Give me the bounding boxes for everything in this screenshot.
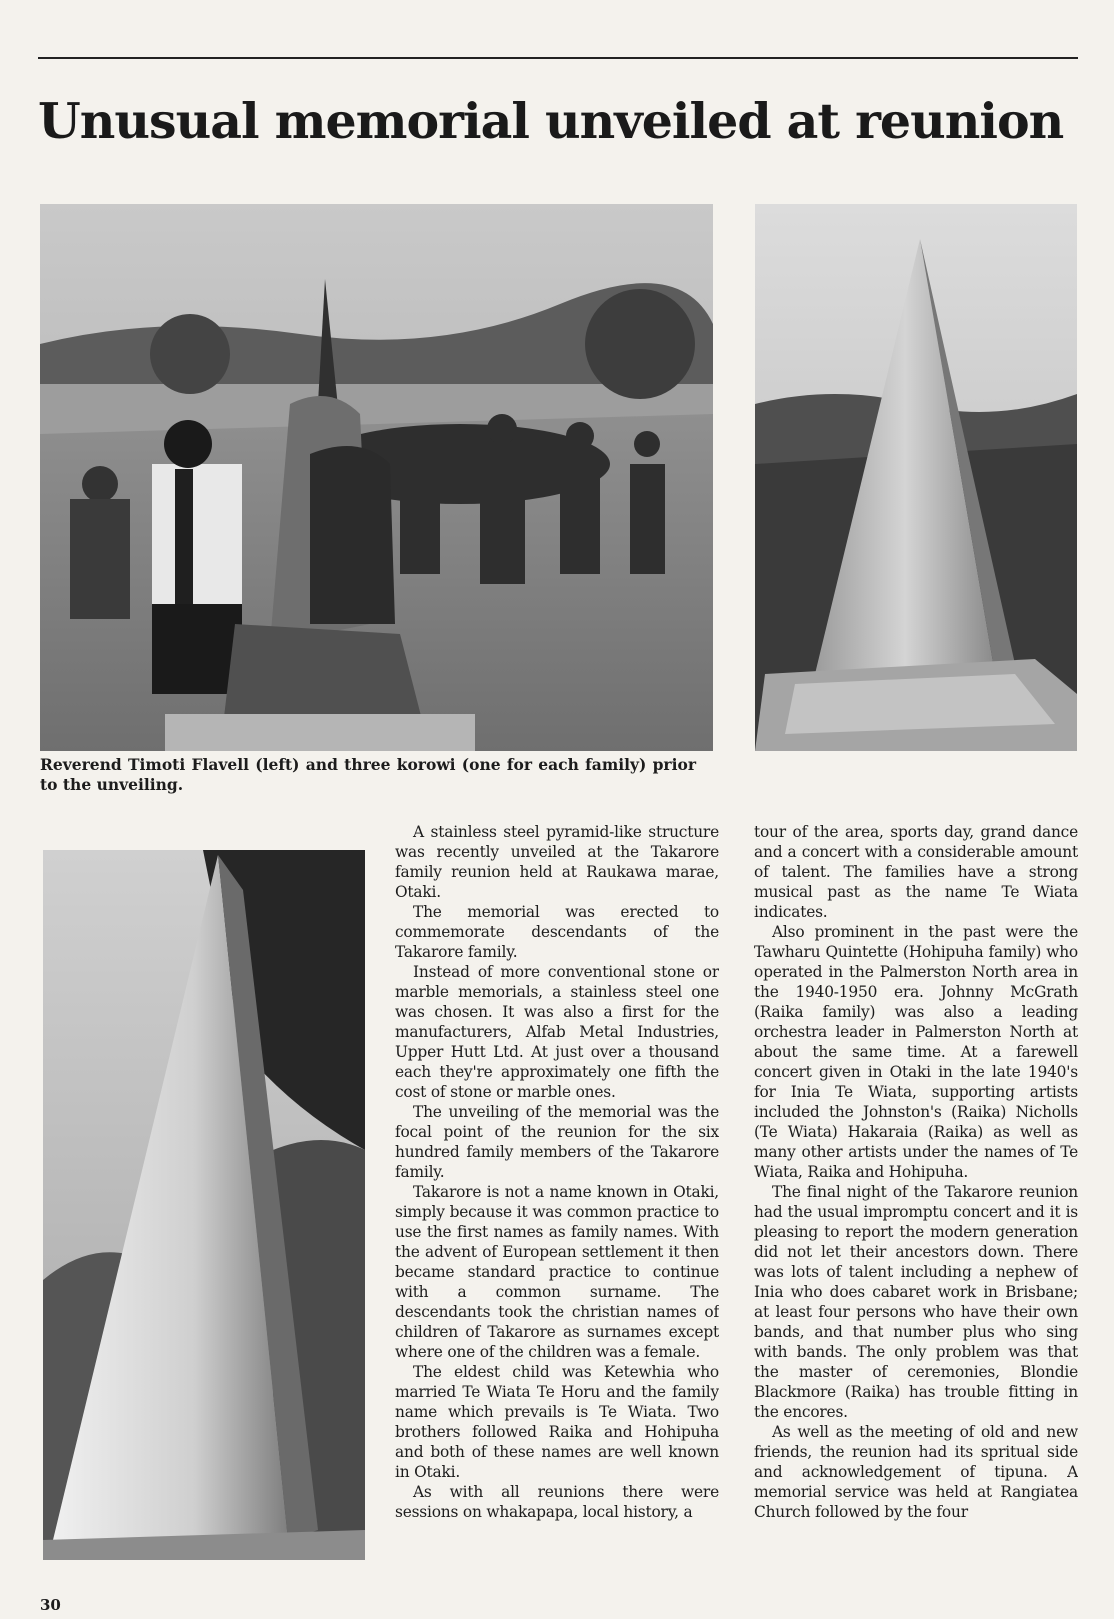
top-rule [38, 57, 1078, 59]
article-paragraph: A stainless steel pyramid-like structure was recently unveiled at the Takarore family reunion held at Raukawa marae, Otaki. [395, 823, 719, 901]
article-column-1 [395, 822, 719, 1562]
article-paragraph: tour of the area, sports day, grand dance and a concert with a considerable amount of talent. The families have a strong musical past as the name Te Wiata indicates. [754, 823, 1078, 921]
pyramid-photo [755, 204, 1077, 751]
pyramid-closeup-photo [43, 850, 365, 1560]
article-paragraph: As with all reunions there were sessions on whakapapa, local history, a [395, 1483, 719, 1521]
article-paragraph: The unveiling of the memorial was the focal point of the reunion for the six hundred family members of the Takarore family. [395, 1103, 719, 1181]
article-paragraph: The final night of the Takarore reunion had the usual impromptu concert and it is pleasing to report the modern generation did not let their ancestors down. There was lots of talent including a nephew of Inia who does cabaret work in Brisbane; at least four persons who have their own bands, and that number plus who sing with bands. The only problem was that the master of ceremonies, Blondie Blackmore (Raika) has trouble fitting in the encores. [754, 1183, 1078, 1421]
photo-caption: Reverend Timoti Flavell (left) and three korowi (one for each family) prior to the unveiling. [40, 755, 696, 794]
ceremony-photo [40, 204, 713, 751]
article-paragraph: The memorial was erected to commemorate descendants of the Takarore family. [395, 903, 719, 961]
headline: Unusual memorial unveiled at reunion [38, 92, 1064, 150]
article-paragraph: Takarore is not a name known in Otaki, simply because it was common practice to use the first names as family names. With the advent of European settlement it then became standard practice to continue with a common surname. The descendants took the christian names of children of Takarore as surnames except where one of the children was a female. [395, 1183, 719, 1361]
article-paragraph: As well as the meeting of old and new friends, the reunion had its spritual side and acknowledgement of tipuna. A memorial service was held at Rangiatea Church followed by the four [754, 1423, 1078, 1521]
page-number: 30 [40, 1596, 61, 1614]
article-column-2 [754, 822, 1078, 1562]
article-paragraph: Also prominent in the past were the Tawharu Quintette (Hohipuha family) who operated in the Palmerston North area in the 1940-1950 era. Johnny McGrath (Raika family) was also a leading orchestra leader in Palmerston North at about the same time. At a farewell concert given in Otaki in the late 1940's for Inia Te Wiata, supporting artists included the Johnston's (Raika) Nicholls (Te Wiata) Hakaraia (Raika) as well as many other artists under the names of Te Wiata, Raika and Hohipuha. [754, 923, 1078, 1181]
article-paragraph: Instead of more conventional stone or marble memorials, a stainless steel one was chosen. It was also a first for the manufacturers, Alfab Metal Industries, Upper Hutt Ltd. At just over a thousand each they're approximately one fifth the cost of stone or marble ones. [395, 963, 719, 1101]
article-paragraph: The eldest child was Ketewhia who married Te Wiata Te Horu and the family name which prevails is Te Wiata. Two brothers followed Raika and Hohipuha and both of these names are well known in Otaki. [395, 1363, 719, 1481]
